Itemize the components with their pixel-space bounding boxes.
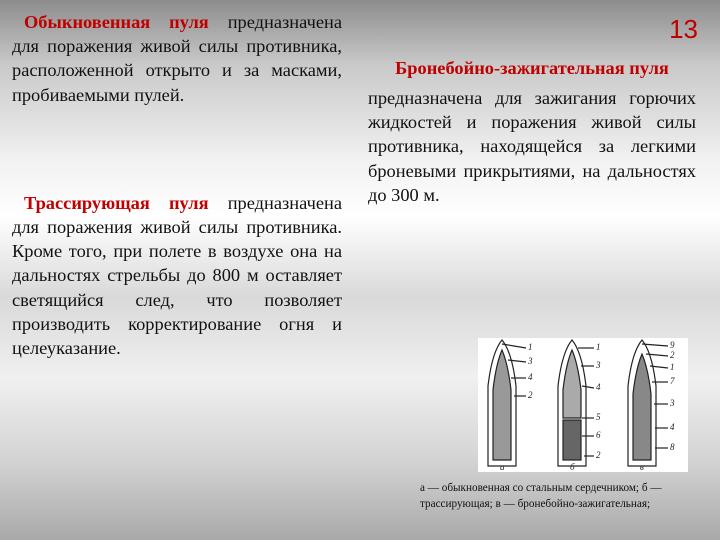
left-column (12, 10, 342, 360)
bullet-b-label-2: 2 (596, 450, 601, 460)
bullet-c-label-3: 3 (670, 398, 675, 408)
bullet-c-drawing (628, 340, 668, 466)
bullet-c-label-7: 7 (670, 376, 675, 386)
bullet-drawings (478, 338, 688, 472)
bullet-a-label-3: 3 (528, 356, 533, 366)
ordinary-bullet-paragraph (12, 10, 342, 107)
tracer-bullet-heading: Трассирующая пуля (24, 192, 209, 213)
figure-letter-c: в (640, 462, 644, 472)
bullet-c-label-8: 8 (670, 442, 675, 452)
figure-letter-a: а (500, 462, 505, 472)
figure-caption: а — обыкновенная со стальным сердечником; б — трассирующая; в — бронебойно-зажигательная; (420, 482, 662, 510)
figure-letter-b: б (570, 462, 575, 472)
bullet-cross-section-figure (478, 338, 688, 472)
bullet-b-drawing (558, 340, 594, 466)
ordinary-bullet-text: предназначена для поражения живой силы противника, расположенной открыто и за масками, пробиваемыми пулей. (12, 12, 342, 105)
bullet-b-label-4: 4 (596, 382, 601, 392)
api-bullet-heading: Бронебойно-зажигательная пуля (395, 58, 669, 78)
bullet-b-label-5: 5 (596, 412, 601, 422)
bullet-a-label-2: 2 (528, 390, 533, 400)
right-column (368, 10, 696, 207)
slide-number: 13 (669, 14, 698, 44)
ordinary-bullet-heading: Обыкновенная пуля (24, 12, 209, 32)
bullet-c-label-4: 4 (670, 422, 675, 432)
bullet-c-label-1: 1 (670, 362, 675, 372)
bullet-c-label-2: 2 (670, 350, 675, 360)
bullet-a-label-4: 4 (528, 372, 533, 382)
bullet-a-drawing (488, 340, 526, 466)
tracer-bullet-text: предназначена для поражения живой силы противника. Кроме того, при полете в воздухе она на дальностях стрельбы до 800 м оставляет светящийся след, что позволяет производить корректирование огня и целеуказание. (12, 192, 342, 359)
bullet-b-label-1: 1 (596, 342, 601, 352)
bullet-b-label-6: 6 (596, 430, 601, 440)
bullet-a-label-1: 1 (528, 342, 533, 352)
tracer-bullet-paragraph (12, 191, 342, 360)
bullet-c-label-9: 9 (670, 340, 675, 350)
bullet-b-label-3: 3 (596, 360, 601, 370)
api-bullet-text: предназначена для зажигания горючих жидкостей и поражения живой силы противника, находящейся за легкими броневыми прикрытиями, на дальностях до 300 м. (368, 88, 696, 205)
